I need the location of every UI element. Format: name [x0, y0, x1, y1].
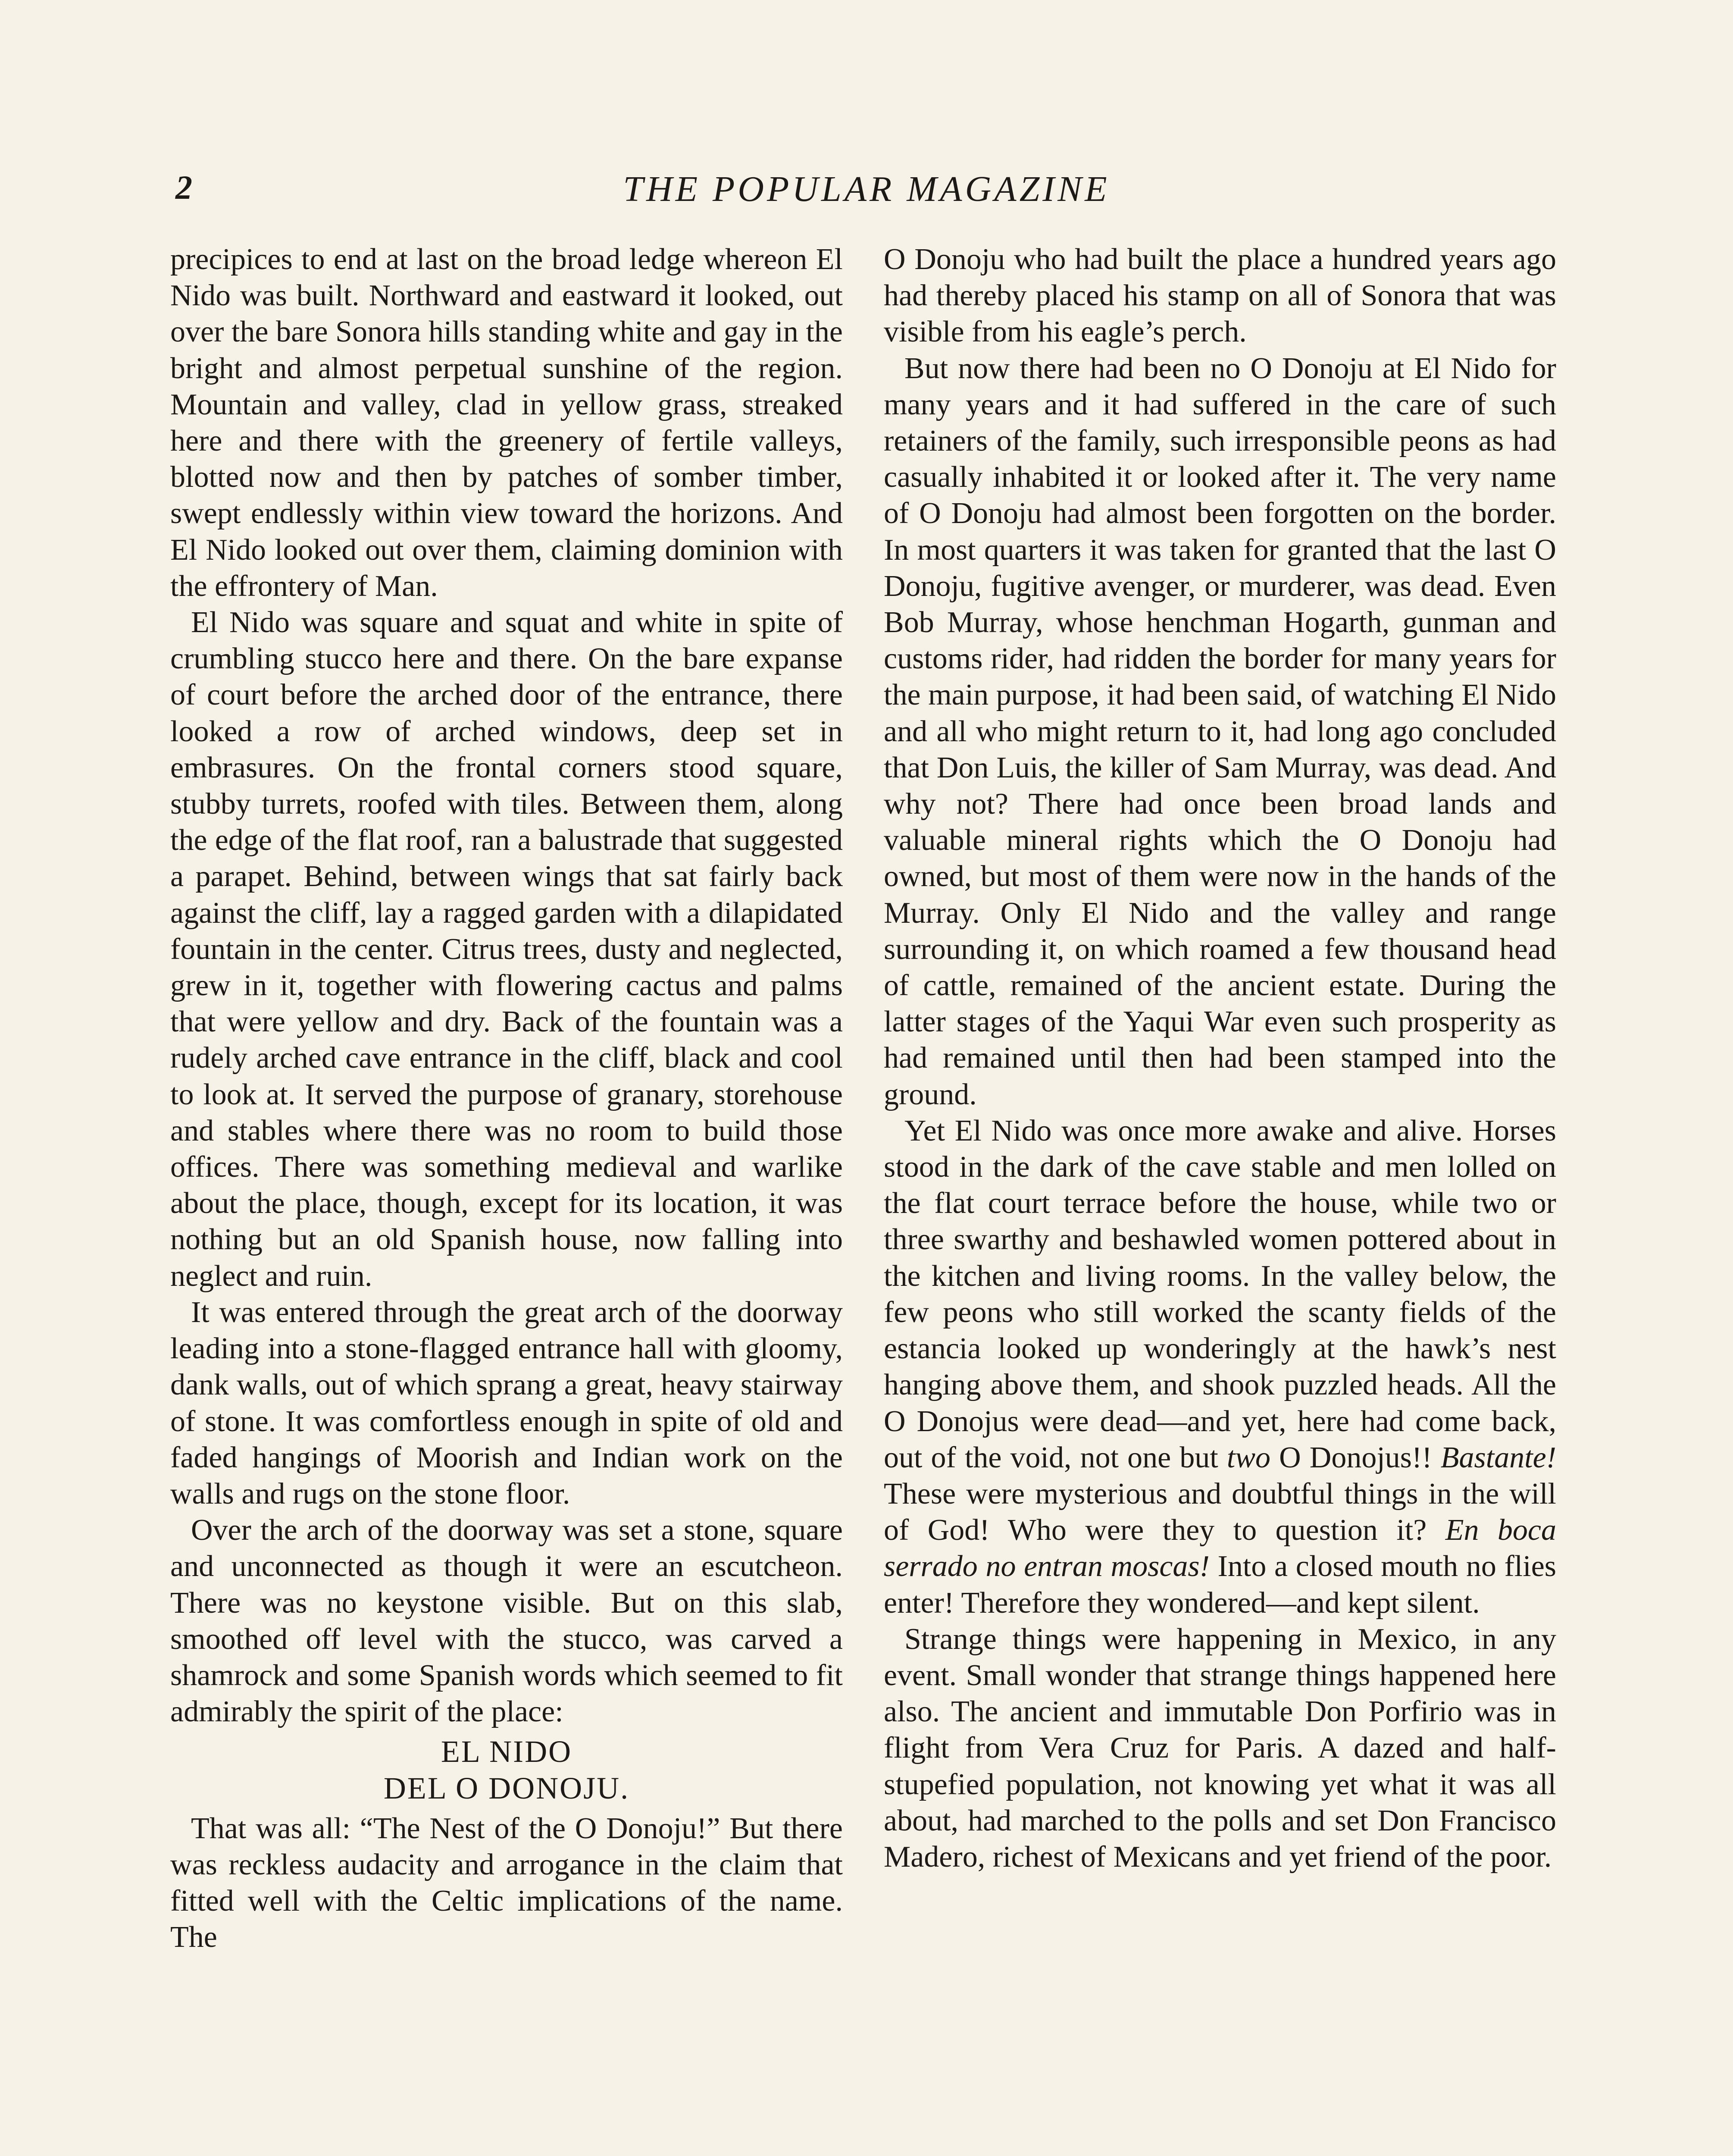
running-head: THE POPULAR MAGAZINE	[623, 169, 1110, 209]
text-run: These were mysterious and doubtful things in the will of God! Who were they to question it?	[884, 1477, 1556, 1547]
inscription-line: EL NIDO	[441, 1734, 572, 1769]
text-run: Yet El Nido was once more awake and alive. Horses stood in the dark of the cave stable and men lolled on the flat court terrace before the house, while two or three swarthy and beshawled women pottered about in the kitchen and living rooms. In the valley below, the few peons who still worked the scanty fields of the estancia looked up wonderingly at the hawk’s nest hanging above them, and shook puzzled heads. All the O Donojus were dead—and yet, here had come back, out of the void, not one but	[884, 1114, 1556, 1474]
paragraph: That was all: “The Nest of the O Donoju!” But there was reckless audacity and arrogance in the claim that fitted well with the Celtic implications of the name. The	[170, 1811, 843, 1954]
paragraph: precipices to end at last on the broad ledge whereon El Nido was built. Northward and eastward it looked, out over the bare Sonora hills standing white and gay in the bright and almost perpetual sunshine of the region. Mountain and valley, clad in yellow grass, streaked here and there with the greenery of fertile valleys, blotted now and then by patches of somber timber, swept endlessly within view toward the horizons. And El Nido looked out over them, claiming dominion with the effrontery of Man.	[170, 243, 843, 603]
paragraph: El Nido was square and squat and white in spite of crumbling stucco here and there. On the bare expanse of court before the arched door of the entrance, there looked a row of arched windows, deep set in embrasures. On the frontal corners stood square, stubby turrets, roofed with tiles. Between them, along the edge of the flat roof, ran a balustrade that suggested a parapet. Behind, between wings that sat fairly back against the cliff, lay a ragged garden with a dilapidated fountain in the center. Citrus trees, dusty and neglected, grew in it, together with flowering cactus and palms that were yellow and dry. Back of the fountain was a rudely arched cave entrance in the cliff, black and cool to look at. It served the purpose of granary, storehouse and stables where there was no room to build those offices. There was something medieval and warlike about the place, though, except for its location, it was nothing but an old Spanish house, now falling into neglect and ruin.	[170, 606, 843, 1293]
paragraph: O Donoju who had built the place a hundred years ago had thereby placed his stamp on all of Sonora that was visible from his eagle’s perch.	[884, 243, 1556, 349]
paragraph	[884, 1113, 1556, 1621]
spanish-proverb: En boca serrado no entran moscas!	[884, 1514, 1556, 1583]
paragraph: Over the arch of the doorway was set a stone, square and unconnected as though it were an escutcheon. There was no keystone visible. But on this slab, smoothed off level with the stucco, was carved a shamrock and some Spanish words which seemed to fit admirably the spirit of the place:	[170, 1514, 843, 1729]
inscription-line: DEL O DONOJU.	[383, 1771, 630, 1805]
italic-word: two	[1226, 1441, 1271, 1474]
text-run: Into a closed mouth no flies enter! Therefore they wondered—and kept silent.	[884, 1550, 1557, 1620]
page-number: 2	[175, 169, 192, 206]
right-column	[884, 241, 1556, 1875]
italic-word: Bastante!	[1440, 1441, 1557, 1474]
paragraph: But now there had been no O Donoju at El Nido for many years and it had suffered in the care of such retainers of the family, such irresponsible peons as had casually inhabited it or looked after it. The very name of O Donoju had almost been forgotten on the border. In most quarters it was taken for granted that the last O Donoju, fugitive avenger, or murderer, was dead. Even Bob Murray, whose henchman Hogarth, gunman and customs rider, had ridden the border for many years for the main purpose, it had been said, of watching El Nido and all who might return to it, had long ago concluded that Don Luis, the killer of Sam Murray, was dead. And why not? There had once been broad lands and valuable mineral rights which the O Donoju had owned, but most of them were now in the hands of the Murray. Only El Nido and the valley and range surrounding it, on which roamed a few thousand head of cattle, remained of the ancient estate. During the latter stages of the Yaqui War even such prosperity as had remained until then had been stamped into the ground.	[884, 351, 1556, 1111]
paragraph: It was entered through the great arch of the doorway leading into a stone-flagged entrance hall with gloomy, dank walls, out of which sprang a great, heavy stairway of stone. It was comfortless enough in spite of old and faded hangings of Moorish and Indian work on the walls and rugs on the stone floor.	[170, 1295, 843, 1510]
page-header	[170, 164, 1563, 211]
left-column	[170, 241, 843, 1956]
text-run: O Donojus!!	[1279, 1441, 1432, 1474]
paragraph: Strange things were happening in Mexico, in any event. Small wonder that strange things happened here also. The ancient and immutable Don Porfirio was in flight from Vera Cruz for Paris. A dazed and half-stupefied population, not knowing yet what it was all about, had marched to the polls and set Don Francisco Madero, richest of Mexicans and yet friend of the poor.	[884, 1622, 1556, 1874]
